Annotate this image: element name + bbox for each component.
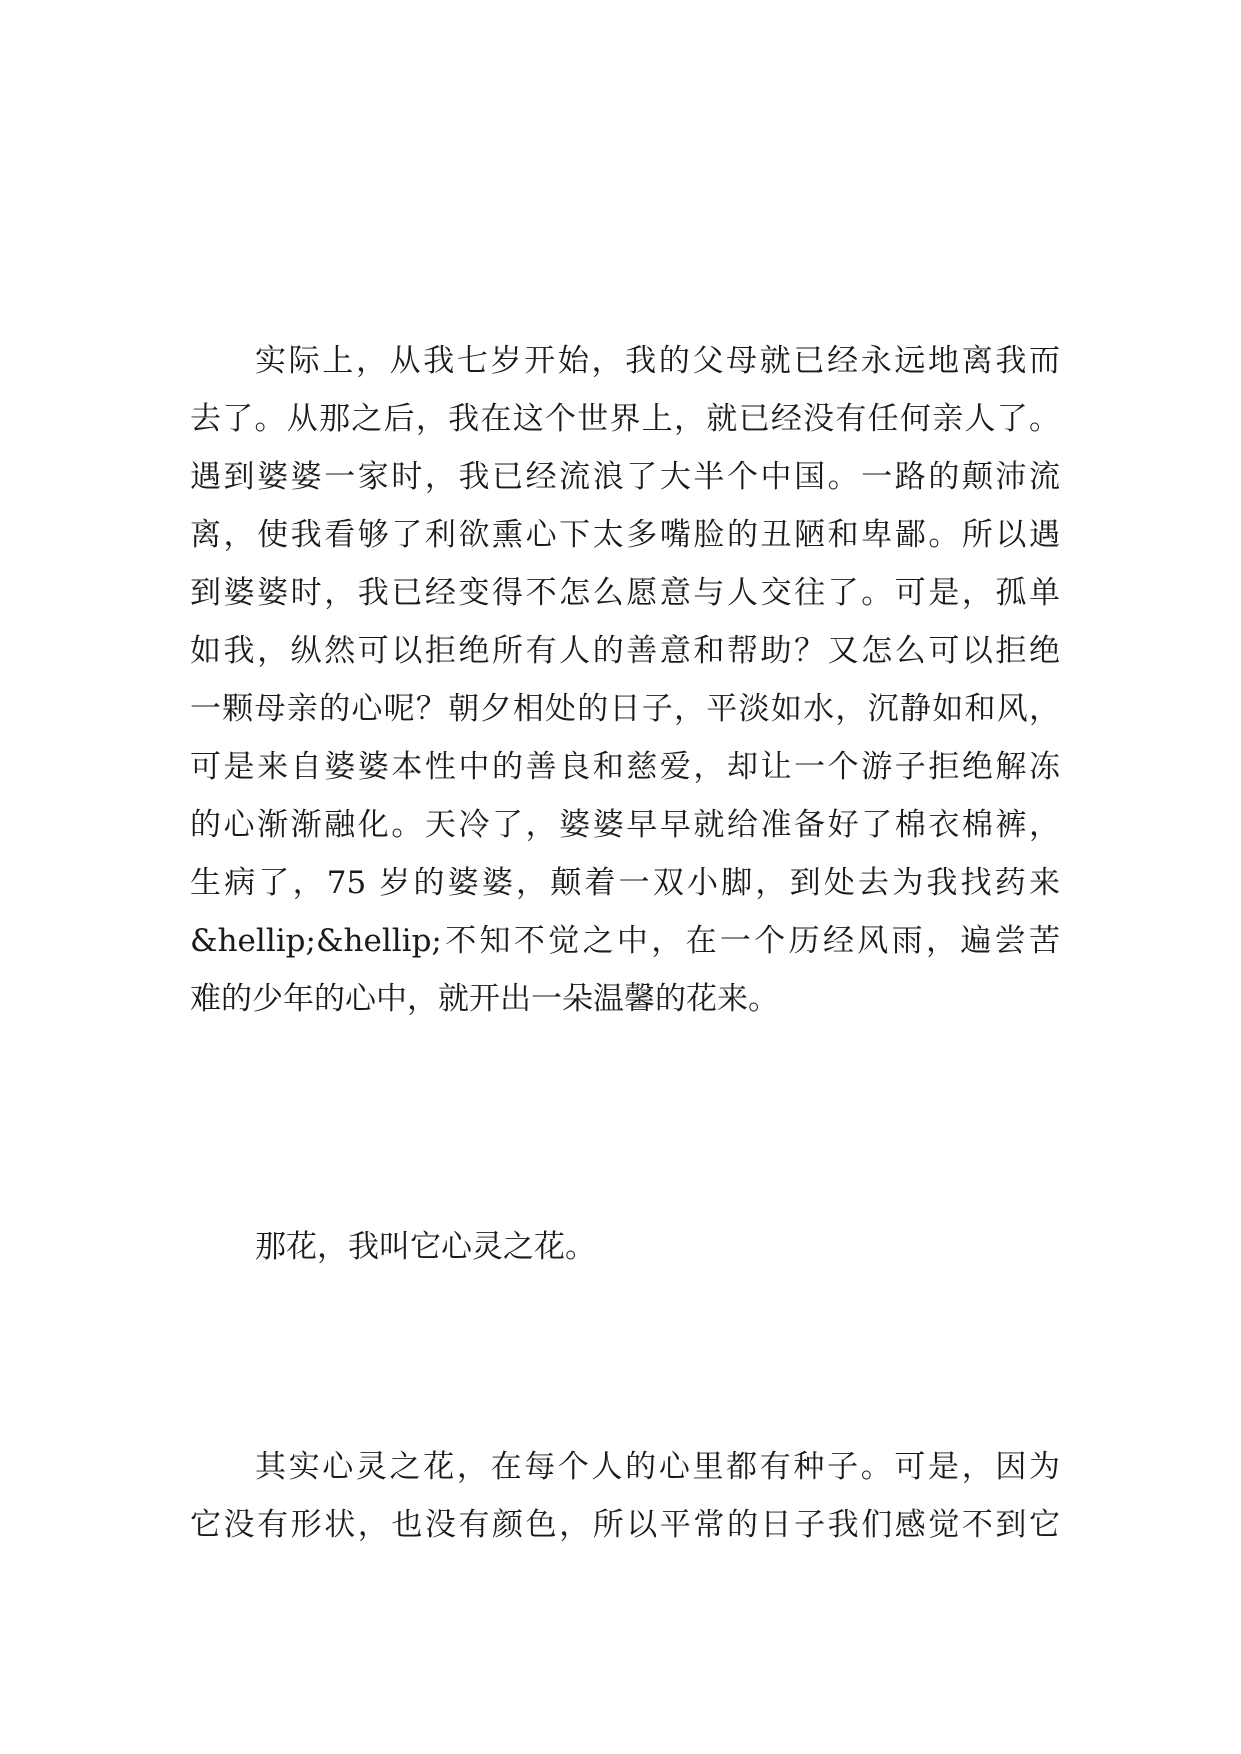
paragraph-line: 那花，我叫它心灵之花。 <box>255 1229 596 1265</box>
paragraph-childhood-memory <box>190 332 1060 1028</box>
paragraph-line: 离，使我看够了利欲熏心下太多嘴脸的丑陋和卑鄙。所以遇 <box>190 517 1060 553</box>
paragraph-line: 到婆婆时，我已经变得不怎么愿意与人交往了。可是，孤单 <box>190 575 1060 611</box>
paragraph-flower-seed <box>190 1438 1060 1554</box>
paragraph-line: 它没有形状，也没有颜色，所以平常的日子我们感觉不到它 <box>190 1507 1060 1543</box>
paragraph-line: 一颗母亲的心呢？朝夕相处的日子，平淡如水，沉静如和风， <box>190 691 1060 727</box>
paragraph-line: 其实心灵之花，在每个人的心里都有种子。可是，因为 <box>255 1449 1060 1485</box>
paragraph-line: 实际上，从我七岁开始，我的父母就已经永远地离我而 <box>255 343 1060 379</box>
paragraph-line: 遇到婆婆一家时，我已经流浪了大半个中国。一路的颠沛流 <box>190 459 1060 495</box>
paragraph-line: 生病了，75 岁的婆婆，颠着一双小脚，到处去为我找药来 <box>190 865 1060 901</box>
paragraph-line: 的心渐渐融化。天冷了，婆婆早早就给准备好了棉衣棉裤， <box>190 807 1060 843</box>
paragraph-line: 难的少年的心中，就开出一朵温馨的花来。 <box>190 981 779 1017</box>
paragraph-line: &hellip;&hellip;不知不觉之中，在一个历经风雨，遍尝苦 <box>190 923 1060 959</box>
paragraph-line: 去了。从那之后，我在这个世界上，就已经没有任何亲人了。 <box>190 401 1060 437</box>
paragraph-line: 如我，纵然可以拒绝所有人的善意和帮助？又怎么可以拒绝 <box>190 633 1060 669</box>
paragraph-flower-name <box>190 1218 1060 1276</box>
paragraph-line: 可是来自婆婆本性中的善良和慈爱，却让一个游子拒绝解冻 <box>190 749 1060 785</box>
